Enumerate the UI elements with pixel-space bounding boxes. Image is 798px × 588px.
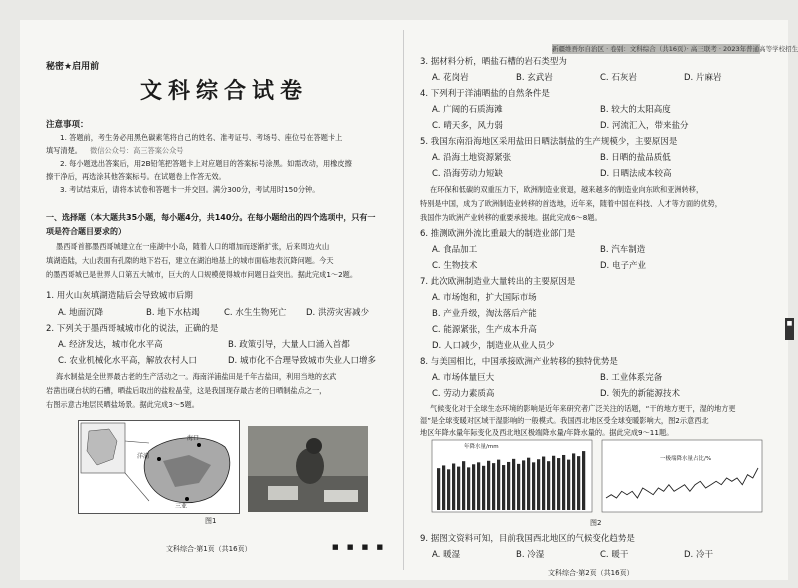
q4-option-a: A. 广阔的石质海滩 (432, 105, 503, 115)
q6-option-b: B. 汽车制造 (600, 245, 646, 255)
passage-line: 的墨西哥城已是世界人口第五大城市，巨大的人口规模使得城市问题日益突出。据此完成1～2题。 (46, 270, 358, 279)
question-7: 7. 此次欧洲制造业大量转出的主要原因是 (420, 277, 576, 287)
question-9: 9. 据图文资料可知，目前我国西北地区的气候变化趋势是 (420, 534, 635, 544)
passage-line: 地区年降水量年际变化及西北地区极端降水量/年降水量的。据此完成9～11题。 (420, 428, 674, 437)
question-5: 5. 我国东南沿海地区采用盐田日晒法制盐的生产规模少，主要原因是 (420, 137, 678, 147)
passage-line: 在环保和低碳的双重压力下，欧洲制造业衰退，越来越多的制造业向东欧和亚洲转移， (430, 185, 704, 194)
precip-bar (487, 461, 490, 510)
exam-stamp: 新疆维吾尔自治区 · 卷别：文科综合（共16页）· 高三联考 · 2023年普通高等学校招生 (552, 45, 798, 53)
precip-bar (552, 456, 555, 510)
q2-option-c: C. 农业机械化水平高，解放农村人口 (58, 356, 197, 366)
q6-option-d: D. 电子产业 (600, 261, 646, 271)
q5-option-c: C. 沿海劳动力短缺 (432, 169, 503, 179)
q1-option-a: A. 地面沉降 (58, 308, 104, 318)
notice-line: 填写清楚。 (46, 146, 82, 155)
precip-bar (557, 458, 560, 510)
hainan-map (78, 420, 240, 514)
right-footer: 文科综合·第2页（共16页） (548, 569, 634, 577)
q7-option-b: B. 产业升级，淘汰落后产能 (432, 309, 537, 319)
precip-bar (567, 460, 570, 510)
q5-option-b: B. 日晒的盐品质低 (600, 153, 671, 163)
left-footer: 文科综合·第1页（共16页） (166, 545, 252, 553)
page-divider (403, 30, 404, 570)
q2-option-b: B. 政策引导，大量人口涌入首都 (228, 340, 350, 350)
q8-option-b: B. 工业体系完备 (600, 373, 663, 383)
question-4: 4. 下列利于洋浦晒盐的自然条件是 (420, 89, 550, 99)
q9-option-b: B. 冷湿 (516, 550, 545, 560)
question-6: 6. 推测欧洲外流比重最大的制造业部门是 (420, 229, 576, 239)
map-label-haikou: 海口 (187, 435, 200, 442)
precip-bar (537, 459, 540, 510)
q3-option-a: A. 花岗岩 (432, 73, 469, 83)
precip-bar (442, 465, 445, 510)
precip-bar (542, 457, 545, 510)
question-1: 1. 用火山灰填湖造陆后会导致城市后期 (46, 291, 193, 301)
q4-option-d: D. 河流汇入，带来盐分 (600, 121, 689, 131)
q7-option-d: D. 人口减少，制造业从业人员少 (432, 341, 555, 351)
precip-bar (577, 456, 580, 510)
notice-line: 擦干净后，再选涂其他答案标号。在试题卷上作答无效。 (46, 172, 226, 181)
q1-option-d: D. 洪涝灾害减少 (306, 308, 369, 318)
map-label-yangpu: 洋浦 (137, 453, 150, 460)
side-tab: ■ (785, 318, 794, 340)
section-heading-cont: 项是符合题目要求的） (46, 227, 126, 236)
passage-line: 填湖造陆，大山表面有孔隙的地下岩石，建立在湖泊地基上的城市面临地表沉降问题。今天 (46, 256, 334, 265)
precip-bar (477, 462, 480, 510)
q8-option-d: D. 领先的新能源技术 (600, 389, 680, 399)
salt-making-photo (248, 426, 368, 512)
climate-chart (432, 440, 762, 516)
precip-bar (472, 464, 475, 510)
q6-option-c: C. 生物技术 (432, 261, 478, 271)
precip-bar (457, 467, 460, 510)
question-2: 2. 下列关于墨西哥城城市化的说法，正确的是 (46, 324, 219, 334)
passage-line: 墨西哥首都墨西哥城建立在一座湖中小岛，随着人口的增加而逐渐扩张，后来周边火山 (56, 242, 330, 251)
figure-2-caption: 图2 (590, 519, 602, 527)
passage-line: 我国作为欧洲产业转移的重要承接地。据此完成6～8题。 (420, 213, 602, 222)
precip-bar (562, 455, 565, 510)
q4-option-b: B. 较大的太阳高度 (600, 105, 671, 115)
q3-option-d: D. 片麻岩 (684, 73, 722, 83)
q1-option-c: C. 水生生物死亡 (224, 308, 287, 318)
notice-line: 3. 考试结束后，请将本试卷和答题卡一并交回。满分300分，考试用时150分钟。 (60, 185, 320, 194)
q9-option-c: C. 暖干 (600, 550, 629, 560)
notice-line: 1. 答题前，考生务必用黑色碳素笔将自己的姓名、准考证号、考场号、座位号在答题卡上 (60, 133, 343, 142)
section-heading: 一、选择题（本大题共35小题，每小题4分，共140分。在每小题给出的四个选项中，只有一 (46, 213, 376, 222)
precip-bar (582, 451, 585, 510)
page-marks: ■ ■ ■ ■ (332, 543, 387, 551)
q5-option-a: A. 沿海土地资源紧张 (432, 153, 512, 163)
precip-bar (502, 465, 505, 510)
question-3: 3. 据材料分析，晒盐石槽的岩石类型为 (420, 57, 567, 67)
precip-bar (462, 461, 465, 510)
passage-line: 湿”是全球变暖对区域干湿影响的一般模式。我国西北地区受全球变暖影响大，图2示意西北 (420, 416, 709, 425)
passage-line: 海水制盐是全世界最古老的生产活动之一。海南洋浦盐田是千年古盐田，利用当地的玄武 (56, 372, 337, 381)
precip-bar (527, 458, 530, 510)
notice-line: 2. 每小题选出答案后，用2B铅笔把答题卡上对应题目的答案标号涂黑。如需改动，用橡皮擦 (60, 159, 352, 168)
q3-option-b: B. 玄武岩 (516, 73, 553, 83)
precip-bar (507, 462, 510, 510)
q2-option-a: A. 经济发达，城市化水平高 (58, 340, 163, 350)
precip-bar (522, 460, 525, 510)
precip-bar (497, 460, 500, 510)
confidential-label: 秘密★启用前 (46, 62, 100, 72)
q7-option-c: C. 能源紧张，生产成本升高 (432, 325, 537, 335)
figure-1-caption: 图1 (205, 517, 217, 525)
passage-line: 气候变化对于全球生态环境的影响是近年来研究者广泛关注的话题，“干的地方更干，湿的地方更 (430, 404, 736, 413)
precip-bar (482, 466, 485, 510)
precip-bar (447, 469, 450, 510)
q5-option-d: D. 日晒法成本较高 (600, 169, 672, 179)
map-label-sanya: 三亚 (175, 503, 188, 510)
q8-option-a: A. 市场体量巨大 (432, 373, 495, 383)
precip-bar (492, 463, 495, 510)
notice-heading: 注意事项： (46, 120, 89, 130)
precip-bar (437, 468, 440, 510)
q9-option-a: A. 暖湿 (432, 550, 461, 560)
q4-option-c: C. 晴天多，风力弱 (432, 121, 503, 131)
q3-option-c: C. 石灰岩 (600, 73, 637, 83)
exam-title: 文科综合试卷 (140, 78, 309, 104)
q9-option-d: D. 冷干 (684, 550, 713, 560)
q8-option-c: C. 劳动力素质高 (432, 389, 495, 399)
passage-line: 特别是中国，成为了欧洲制造业转移的首选地，近年来，随着中国在科技、人才等方面的优势， (420, 199, 722, 208)
passage-line: 岩凿出砚台状的石槽，晒盐后取出的盐粒晶莹，这是我国现存最古老的日晒制盐点之一， (46, 386, 327, 395)
passage-line: 右图示意古地层民晒盐场景。据此完成3～5题。 (46, 400, 199, 409)
legend-extreme: 一极端降水量占比/% (660, 456, 712, 462)
precip-bar (547, 461, 550, 510)
q6-option-a: A. 食品加工 (432, 245, 478, 255)
precip-bar (532, 462, 535, 510)
precip-bar (572, 453, 575, 510)
precip-bar (512, 459, 515, 510)
question-8: 8. 与美国相比，中国承接欧洲产业转移的独特优势是 (420, 357, 618, 367)
wechat-tag: 微信公众号：高三答案公众号 (90, 146, 184, 155)
q7-option-a: A. 市场饱和，扩大国际市场 (432, 293, 537, 303)
precip-bar (517, 464, 520, 510)
q1-option-b: B. 地下水枯竭 (146, 308, 200, 318)
precip-bar (452, 464, 455, 511)
precip-bar (467, 467, 470, 510)
legend-precip: 年降水量/mm (464, 444, 499, 450)
q2-option-d: D. 城市化不合理导致城市失业人口增多 (228, 356, 376, 366)
